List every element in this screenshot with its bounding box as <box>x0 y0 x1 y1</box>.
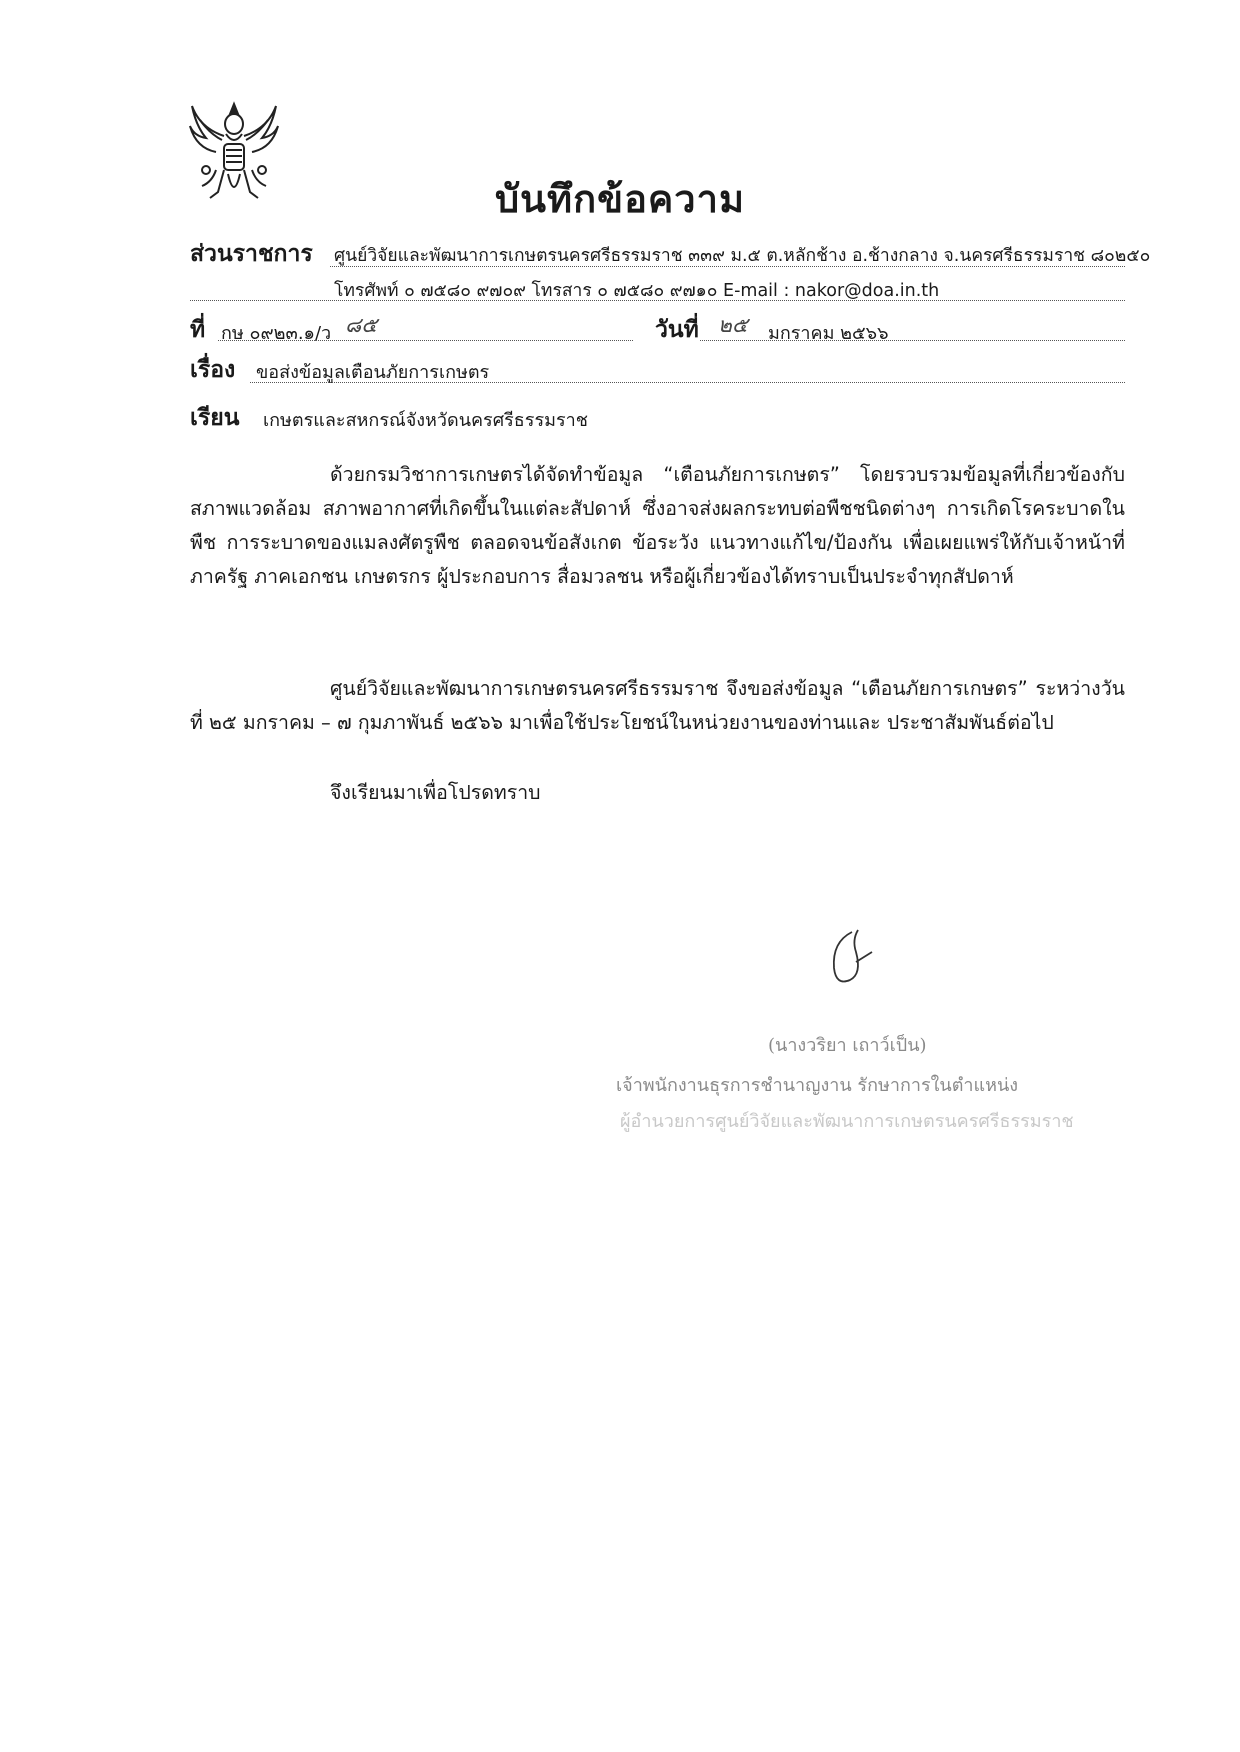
date-label: วันที่ <box>655 317 699 343</box>
agency-line2: โทรศัพท์ ๐ ๗๕๘๐ ๙๗๐๙ โทรสาร ๐ ๗๕๘๐ ๙๗๑๐ E-mail : nakor@doa.in.th <box>334 281 940 301</box>
agency-line1: ศูนย์วิจัยและพัฒนาการเกษตรนครศรีธรรมราช ๓๓๙ ม.๕ ต.หลักช้าง อ.ช้างกลาง จ.นครศรีธรรมราช ๘๐๒๕๐ <box>334 246 1151 266</box>
subject-value: ขอส่งข้อมูลเตือนภัยการเกษตร <box>256 362 490 383</box>
agency-dotline-1 <box>330 266 1125 267</box>
subject-label: เรื่อง <box>190 357 236 383</box>
date-dotline <box>700 340 1125 341</box>
ref-value: กษ ๐๙๒๓.๑/ว <box>221 323 332 344</box>
signature-mark <box>822 922 882 992</box>
paragraph-2-text: ศูนย์วิจัยและพัฒนาการเกษตรนครศรีธรรมราช จึงขอส่งข้อมูล “เตือนภัยการเกษตร” ระหว่างวันที่ ๒๕ มกราคม – ๗ กุมภาพันธ์ ๒๕๖๖ มาเพื่อใช้ประโยชน์ในหน่วยงานของท่านและ ประชาสัมพันธ์ต่อไป <box>190 677 1125 734</box>
ref-label: ที่ <box>190 317 206 343</box>
signatory-position-2: ผู้อำนวยการศูนย์วิจัยและพัฒนาการเกษตรนครศรีธรรมราช <box>620 1111 1074 1132</box>
body-paragraph-1 <box>190 458 1125 594</box>
date-month-year: มกราคม ๒๕๖๖ <box>768 323 889 344</box>
ref-number-handwritten: ๘๕ <box>345 313 378 337</box>
ref-dotline <box>218 340 633 341</box>
signatory-name: (นางวริยา เถาว์เป็น) <box>768 1035 927 1056</box>
to-value: เกษตรและสหกรณ์จังหวัดนครศรีธรรมราช <box>263 410 588 431</box>
to-label: เรียน <box>190 405 240 431</box>
date-day-handwritten: ๒๕ <box>718 313 748 337</box>
signatory-position-1: เจ้าพนักงานธุรการชำนาญงาน รักษาการในตำแหน่ง <box>616 1075 1019 1096</box>
agency-label: ส่วนราชการ <box>190 241 313 267</box>
paragraph-1-text: ด้วยกรมวิชาการเกษตรได้จัดทำข้อมูล “เตือนภัยการเกษตร” โดยรวบรวมข้อมูลที่เกี่ยวข้องกับสภาพแวดล้อม สภาพอากาศที่เกิดขึ้นในแต่ละสัปดาห์ ซึ่งอาจส่งผลกระทบต่อพืชชนิดต่างๆ การเกิดโรคระบาดในพืช การระบาดของแมลงศัตรูพืช ตลอดจนข้อสังเกต ข้อระวัง แนวทางแก้ไข/ป้องกัน เพื่อเผยแพร่ให้กับเจ้าหน้าที่ภาครัฐ ภาคเอกชน เกษตรกร ผู้ประกอบการ สื่อมวลชน หรือผู้เกี่ยวข้องได้ทราบเป็นประจำทุกสัปดาห์ <box>190 463 1125 588</box>
memo-title: บันทึกข้อความ <box>494 177 746 221</box>
closing-line: จึงเรียนมาเพื่อโปรดทราบ <box>330 781 541 804</box>
subject-dotline <box>250 382 1125 383</box>
agency-dotline-2 <box>190 300 1125 301</box>
body-paragraph-2 <box>190 672 1125 740</box>
